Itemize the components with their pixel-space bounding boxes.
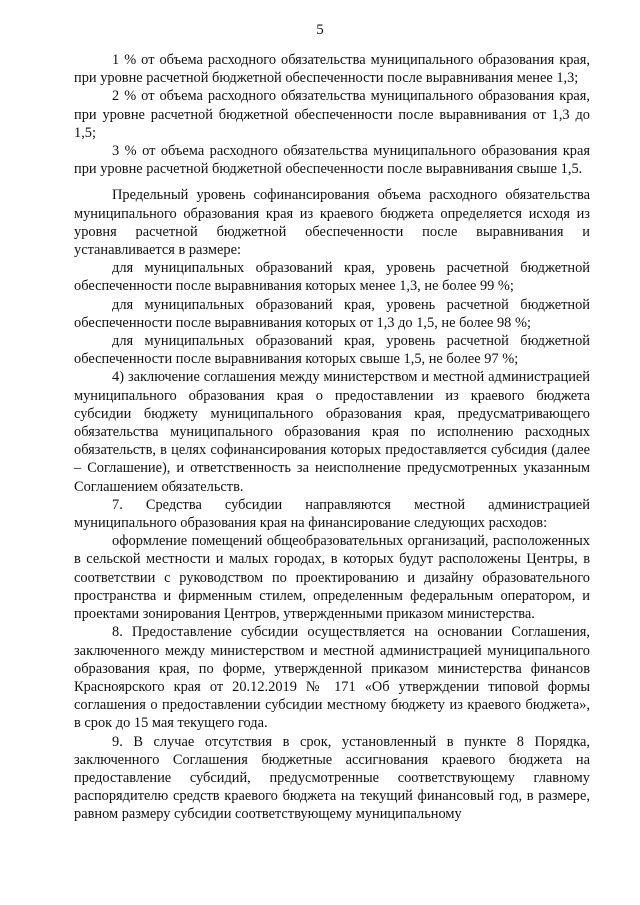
document-body xyxy=(74,51,590,824)
page-number: 5 xyxy=(316,22,324,38)
paragraph-section-9: 9. В случае отсутствия в срок, установленный в пункте 8 Порядка, заключенного Соглашения бюджетные ассигнования краевого бюджета на предоставление субсидий, предусмотренные соответствующему главному распорядителю средств краевого бюджета на текущий финансовый год, в размере, равном размеру субсидии соответствующему муниципальному xyxy=(74,733,590,823)
paragraph-section-7: 7. Средства субсидии направляются местной администрацией муниципального образования края на финансирование следующих расходов: xyxy=(74,496,590,532)
paragraph-rate-1: 1 % от объема расходного обязательства муниципального образования края, при уровне расчетной бюджетной обеспеченности после выравнивания менее 1,3; xyxy=(74,52,590,87)
paragraph-section-8: 8. Предоставление субсидии осуществляется на основании Соглашения, заключенного между министерством и местной администрацией муниципального образования края, по форме, утвержденной приказом министерства финансов Красноярского края от 20.12.2019 № 171 «Об утверждении типовой формы соглашения о предоставлении субсидии местному бюджету из краевого бюджета», в срок до 15 мая текущего года. xyxy=(74,624,590,732)
paragraph-limit-99: для муниципальных образований края, уровень расчетной бюджетной обеспеченности после выравнивания которых менее 1,3, не более 99 %; xyxy=(74,260,590,295)
paragraph-premises-design: оформление помещений общеобразовательных организаций, расположенных в сельской местности и малых городах, в которых будут расположены Центры, в соответствии с руководством по проектированию и дизайну образовательного пространства и фирменным стилем, определенным федеральным оператором, и проектами зонирования Центров, утвержденными приказом министерства. xyxy=(74,533,590,623)
paragraph-limit-98: для муниципальных образований края, уровень расчетной бюджетной обеспеченности после выравнивания которых от 1,3 до 1,5, не более 98 %; xyxy=(74,296,590,331)
paragraph-limit-97: для муниципальных образований края, уровень расчетной бюджетной обеспеченности после выравнивания которых свыше 1,5, не более 97 %; xyxy=(74,333,590,368)
paragraph-rate-2: 2 % от объема расходного обязательства муниципального образования края, при уровне расчетной бюджетной обеспеченности после выравнивания от 1,3 до 1,5; xyxy=(74,88,590,141)
paragraph-cofinancing-limit: Предельный уровень софинансирования объема расходного обязательства муниципального образования края из краевого бюджета определяется исходя из уровня расчетной бюджетной обеспеченности после выравнивания и устанавливается в размере: xyxy=(74,187,590,259)
paragraph-item-4-agreement: 4) заключение соглашения между министерством и местной администрацией муниципального образования края о предоставлении из краевого бюджета субсидии бюджету муниципального образования края, предусматривающего обязательства муниципального образования края по исполнению расходных обязательств, в целях софинансирования которых предоставляется субсидия (далее – Соглашение), и ответственность за неисполнение предусмотренных указанным Соглашением обязательств. xyxy=(74,369,590,495)
paragraph-rate-3: 3 % от объема расходного обязательства муниципального образования края при уровне расчетной бюджетной обеспеченности после выравнивания свыше 1,5. xyxy=(74,143,590,178)
